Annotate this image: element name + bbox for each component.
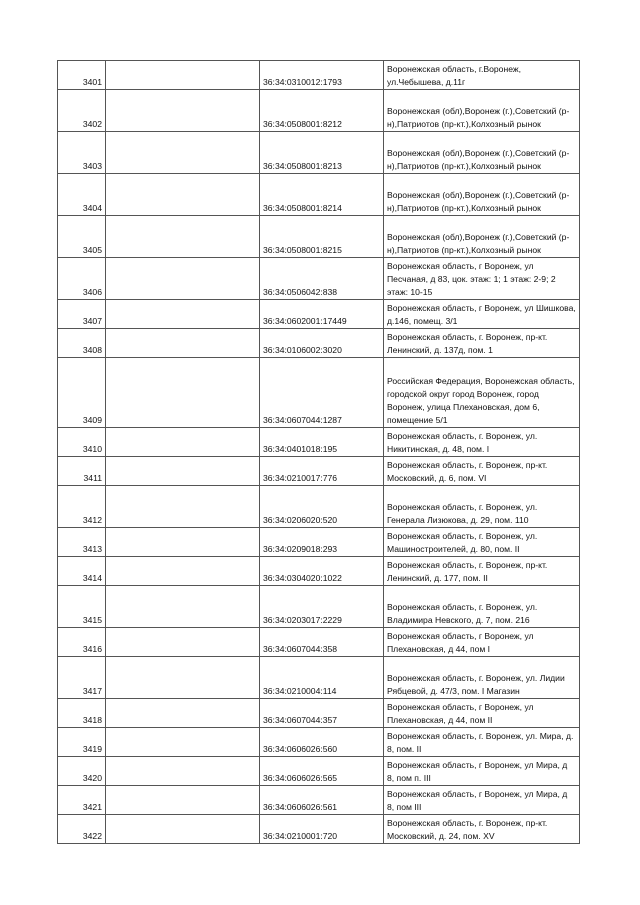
- cadastral-number: 36:34:0304020:1022: [260, 557, 384, 586]
- table-row: [58, 699, 580, 728]
- table-row: [58, 815, 580, 844]
- cadastral-number: 36:34:0506042:838: [260, 258, 384, 300]
- property-address: Воронежская (обл),Воронеж (г.),Советский (р-н),Патриотов (пр-кт.),Колхозный рынок: [384, 174, 580, 216]
- cadastral-number: 36:34:0106002:3020: [260, 329, 384, 358]
- row-number: 3405: [58, 216, 106, 258]
- table-row: [58, 728, 580, 757]
- row-number: 3403: [58, 132, 106, 174]
- row-blank-cell: [106, 258, 260, 300]
- cadastral-number: 36:34:0310012:1793: [260, 61, 384, 90]
- row-blank-cell: [106, 557, 260, 586]
- table-row: [58, 358, 580, 428]
- cadastral-number: 36:34:0606026:565: [260, 757, 384, 786]
- table-row: [58, 457, 580, 486]
- row-blank-cell: [106, 657, 260, 699]
- row-number: 3412: [58, 486, 106, 528]
- row-number: 3408: [58, 329, 106, 358]
- row-number: 3410: [58, 428, 106, 457]
- row-blank-cell: [106, 699, 260, 728]
- row-number: 3419: [58, 728, 106, 757]
- table-row: [58, 329, 580, 358]
- row-blank-cell: [106, 61, 260, 90]
- row-number: 3413: [58, 528, 106, 557]
- property-address: Воронежская область, г. Воронеж, пр-кт. Ленинский, д. 177, пом. II: [384, 557, 580, 586]
- registry-table-body: [58, 61, 580, 844]
- cadastral-number: 36:34:0508001:8212: [260, 90, 384, 132]
- property-address: Воронежская область, г. Воронеж, ул. Мира, д. 8, пом. II: [384, 728, 580, 757]
- table-row: [58, 61, 580, 90]
- cadastral-number: 36:34:0606026:560: [260, 728, 384, 757]
- property-address: Воронежская область, г. Воронеж, пр-кт. Московский, д. 24, пом. XV: [384, 815, 580, 844]
- row-number: 3420: [58, 757, 106, 786]
- row-blank-cell: [106, 216, 260, 258]
- row-number: 3416: [58, 628, 106, 657]
- cadastral-number: 36:34:0210004:114: [260, 657, 384, 699]
- row-blank-cell: [106, 358, 260, 428]
- property-address: Воронежская область, г. Воронеж, ул. Лидии Рябцевой, д. 47/3, пом. I Магазин: [384, 657, 580, 699]
- cadastral-number: 36:34:0508001:8214: [260, 174, 384, 216]
- property-address: Российская Федерация, Воронежская область, городской округ город Воронеж, город Воронеж, улица Плехановская, дом 6, помещение 5/1: [384, 358, 580, 428]
- property-address: Воронежская (обл),Воронеж (г.),Советский (р-н),Патриотов (пр-кт.),Колхозный рынок: [384, 132, 580, 174]
- row-blank-cell: [106, 428, 260, 457]
- row-number: 3418: [58, 699, 106, 728]
- table-row: [58, 174, 580, 216]
- row-number: 3414: [58, 557, 106, 586]
- cadastral-number: 36:34:0607044:1287: [260, 358, 384, 428]
- property-address: Воронежская область, г Воронеж, ул Песчаная, д 83, цок. этаж: 1; 1 этаж: 2-9; 2 этаж: 10-15: [384, 258, 580, 300]
- row-number: 3417: [58, 657, 106, 699]
- row-number: 3407: [58, 300, 106, 329]
- cadastral-number: 36:34:0602001:17449: [260, 300, 384, 329]
- property-address: Воронежская область, г Воронеж, ул Плехановская, д 44, пом II: [384, 699, 580, 728]
- table-row: [58, 132, 580, 174]
- row-blank-cell: [106, 815, 260, 844]
- table-row: [58, 657, 580, 699]
- property-address: Воронежская (обл),Воронеж (г.),Советский (р-н),Патриотов (пр-кт.),Колхозный рынок: [384, 216, 580, 258]
- property-address: Воронежская область, г. Воронеж, ул. Владимира Невского, д. 7, пом. 216: [384, 586, 580, 628]
- property-registry-table: [57, 60, 580, 844]
- row-blank-cell: [106, 132, 260, 174]
- cadastral-number: 36:34:0607044:358: [260, 628, 384, 657]
- property-address: Воронежская область, г. Воронеж, пр-кт. Ленинский, д. 137д, пом. 1: [384, 329, 580, 358]
- row-blank-cell: [106, 174, 260, 216]
- row-blank-cell: [106, 457, 260, 486]
- cadastral-number: 36:34:0401018:195: [260, 428, 384, 457]
- row-number: 3421: [58, 786, 106, 815]
- cadastral-number: 36:34:0607044:357: [260, 699, 384, 728]
- property-address: Воронежская область, г Воронеж, ул Мира, д 8, пом п. III: [384, 757, 580, 786]
- row-blank-cell: [106, 486, 260, 528]
- table-row: [58, 90, 580, 132]
- row-number: 3409: [58, 358, 106, 428]
- row-number: 3411: [58, 457, 106, 486]
- property-address: Воронежская (обл),Воронеж (г.),Советский (р-н),Патриотов (пр-кт.),Колхозный рынок: [384, 90, 580, 132]
- row-number: 3402: [58, 90, 106, 132]
- cadastral-number: 36:34:0209018:293: [260, 528, 384, 557]
- property-address: Воронежская область, г. Воронеж, пр-кт. Московский, д. 6, пом. VI: [384, 457, 580, 486]
- table-row: [58, 757, 580, 786]
- property-address: Воронежская область, г. Воронеж, ул. Машиностроителей, д. 80, пом. II: [384, 528, 580, 557]
- row-blank-cell: [106, 586, 260, 628]
- property-address: Воронежская область, г Воронеж, ул Шишкова, д.146, помещ. 3/1: [384, 300, 580, 329]
- cadastral-number: 36:34:0203017:2229: [260, 586, 384, 628]
- table-row: [58, 557, 580, 586]
- table-row: [58, 528, 580, 557]
- row-blank-cell: [106, 300, 260, 329]
- row-blank-cell: [106, 528, 260, 557]
- row-blank-cell: [106, 329, 260, 358]
- row-blank-cell: [106, 90, 260, 132]
- property-address: Воронежская область, г Воронеж, ул Плехановская, д 44, пом I: [384, 628, 580, 657]
- cadastral-number: 36:34:0206020:520: [260, 486, 384, 528]
- table-row: [58, 786, 580, 815]
- row-blank-cell: [106, 786, 260, 815]
- cadastral-number: 36:34:0210001:720: [260, 815, 384, 844]
- row-number: 3415: [58, 586, 106, 628]
- row-number: 3401: [58, 61, 106, 90]
- property-address: Воронежская область, г.Воронеж, ул.Чебышева, д.11г: [384, 61, 580, 90]
- row-number: 3406: [58, 258, 106, 300]
- cadastral-number: 36:34:0508001:8213: [260, 132, 384, 174]
- row-blank-cell: [106, 757, 260, 786]
- property-address: Воронежская область, г. Воронеж, ул. Никитинская, д. 48, пом. I: [384, 428, 580, 457]
- table-row: [58, 258, 580, 300]
- table-row: [58, 628, 580, 657]
- property-address: Воронежская область, г Воронеж, ул Мира, д 8, пом III: [384, 786, 580, 815]
- table-row: [58, 300, 580, 329]
- cadastral-number: 36:34:0606026:561: [260, 786, 384, 815]
- row-blank-cell: [106, 728, 260, 757]
- property-address: Воронежская область, г. Воронеж, ул. Генерала Лизюкова, д. 29, пом. 110: [384, 486, 580, 528]
- row-blank-cell: [106, 628, 260, 657]
- table-row: [58, 428, 580, 457]
- row-number: 3404: [58, 174, 106, 216]
- row-number: 3422: [58, 815, 106, 844]
- table-row: [58, 216, 580, 258]
- table-row: [58, 486, 580, 528]
- cadastral-number: 36:34:0210017:776: [260, 457, 384, 486]
- cadastral-number: 36:34:0508001:8215: [260, 216, 384, 258]
- table-row: [58, 586, 580, 628]
